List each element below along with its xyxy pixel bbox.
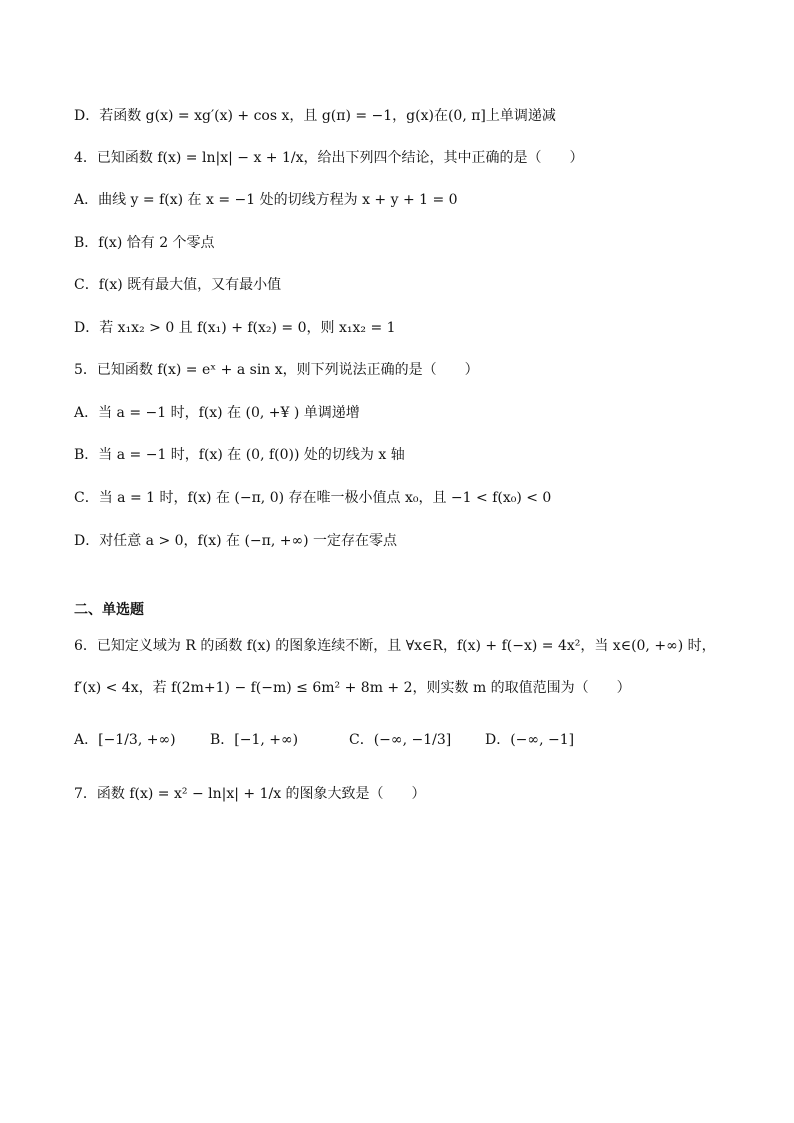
question-6-stem: 6．已知定义域为 R 的函数 f(x) 的图象连续不断，且 ∀x∈R，f(x) + f(−x) = 4x²，当 x∈(0, +∞) 时，: [74, 638, 716, 654]
q6-option-c: C．(−∞, −1/3]: [349, 732, 452, 748]
q4-option-c: C．f(x) 既有最大值，又有最小值: [74, 277, 282, 293]
q5-option-a: A．当 a = −1 时，f(x) 在 (0, +¥ ) 单调递增: [74, 405, 360, 421]
q6-options: [74, 730, 634, 754]
q5-option-b: B．当 a = −1 时，f(x) 在 (0, f(0)) 处的切线为 x 轴: [74, 447, 405, 463]
section-heading: 二、单选题: [74, 602, 144, 618]
q4-option-b: B．f(x) 恰有 2 个零点: [74, 235, 215, 251]
q6-option-a: A．[−1/3, +∞): [74, 732, 176, 748]
q5-option-d: D．对任意 a > 0，f(x) 在 (−π, +∞) 一定存在零点: [74, 533, 398, 549]
line-d-prev: D．若函数 g(x) = xg′(x) + cos x，且 g(π) = −1，g(x)在(0, π]上单调递减: [74, 108, 556, 124]
question-7-stem: 7．函数 f(x) = x² − ln|x| + 1/x 的图象大致是（ ）: [74, 786, 426, 802]
q5-option-c: C．当 a = 1 时，f(x) 在 (−π, 0) 存在唯一极小值点 x₀，且 −1 < f(x₀) < 0: [74, 490, 552, 506]
q4-option-d: D．若 x₁x₂ > 0 且 f(x₁) + f(x₂) = 0，则 x₁x₂ = 1: [74, 320, 396, 336]
question-4-stem: 4．已知函数 f(x) = ln|x| − x + 1/x，给出下列四个结论，其中正确的是（ ）: [74, 150, 584, 166]
question-6-stem-cont: f′(x) < 4x，若 f(2m+1) − f(−m) ≤ 6m² + 8m + 2，则实数 m 的取值范围为（ ）: [74, 680, 631, 696]
q4-option-a: A．曲线 y = f(x) 在 x = −1 处的切线方程为 x + y + 1 = 0: [74, 192, 458, 208]
question-5-stem: 5．已知函数 f(x) = eˣ + a sin x，则下列说法正确的是（ ）: [74, 362, 479, 378]
q6-option-d: D．(−∞, −1]: [485, 732, 575, 748]
q6-option-b: B．[−1, +∞): [210, 732, 299, 748]
